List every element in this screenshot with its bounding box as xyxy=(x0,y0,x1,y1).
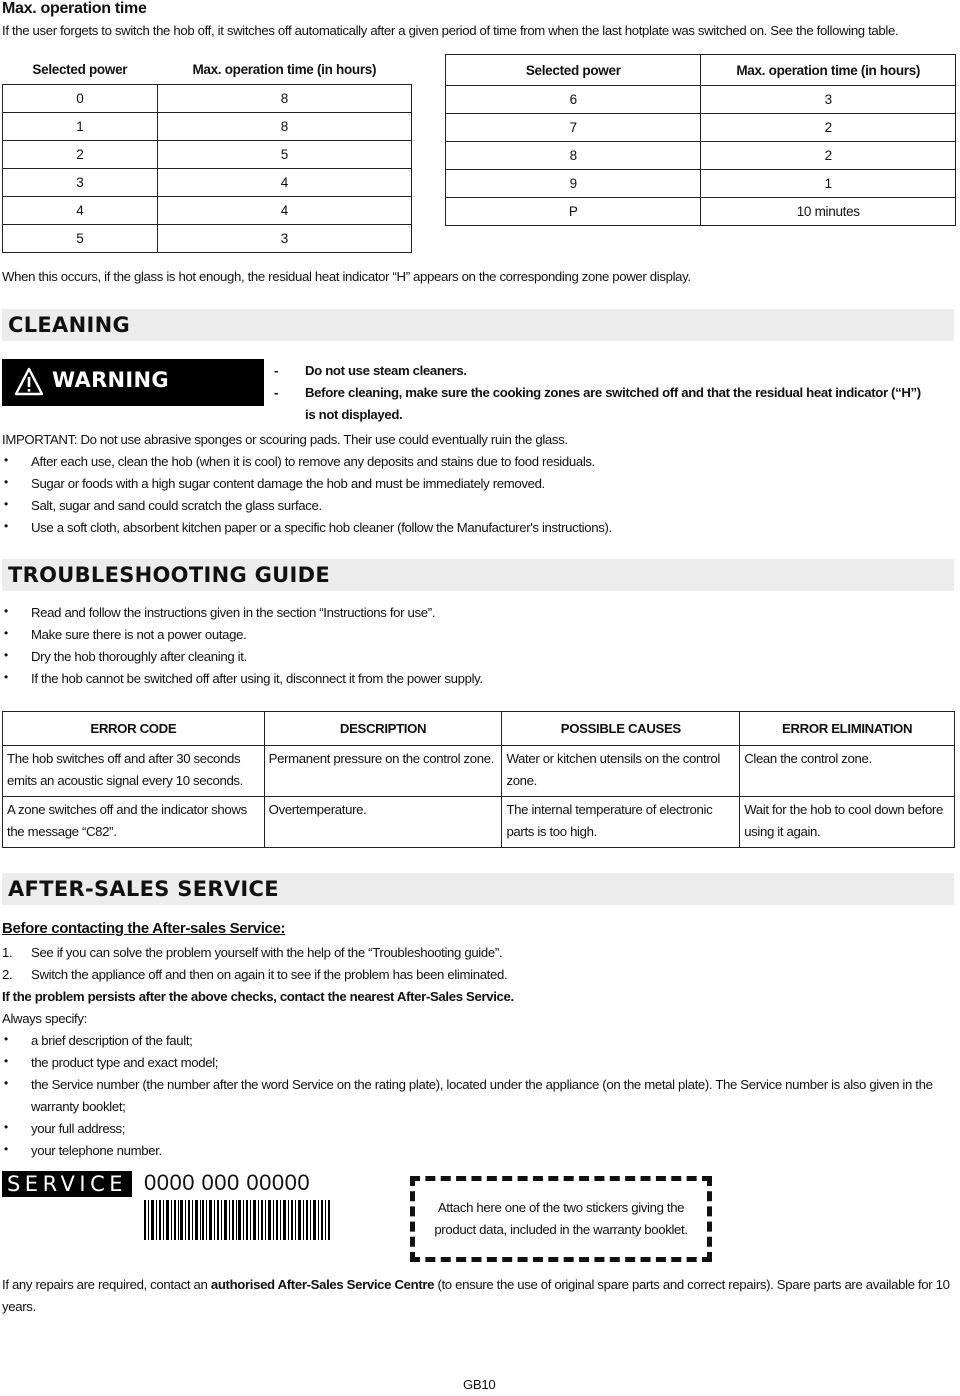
step-number: 1. xyxy=(2,945,13,960)
sticker-text: product data, included in the warranty booklet. xyxy=(434,1222,688,1237)
column-header: POSSIBLE CAUSES xyxy=(502,712,740,746)
step-text: See if you can solve the problem yourself with the help of the “Troubleshooting guide”. xyxy=(31,945,503,960)
service-number: 0000 000 00000 xyxy=(144,1170,311,1195)
table-cell: Overtemperature. xyxy=(264,797,502,848)
warning-label: WARNING xyxy=(52,368,169,392)
subheading: Before contacting the After-sales Service: xyxy=(2,920,286,937)
warning-item: Do not use steam cleaners. xyxy=(305,363,467,378)
bullet-icon: • xyxy=(4,670,9,684)
column-header-power: Selected power xyxy=(446,55,701,86)
section-header-cleaning xyxy=(2,309,954,341)
list-item-continued: warranty booklet; xyxy=(31,1099,126,1114)
section-header-after-sales xyxy=(2,873,954,905)
bullet-icon: • xyxy=(4,519,9,533)
bullet-icon: • xyxy=(4,1054,9,1068)
always-specify: Always specify: xyxy=(2,1011,87,1026)
column-header-time: Max. operation time (in hours) xyxy=(157,54,411,85)
residual-heat-note: When this occurs, if the glass is hot enough, the residual heat indicator “H” appears on the corresponding zone power display. xyxy=(2,269,691,284)
step-text: Switch the appliance off and then on again it to see if the problem has been eliminated. xyxy=(31,967,508,982)
list-item: After each use, clean the hob (when it is cool) to remove any deposits and stains due to food residuals. xyxy=(31,454,595,469)
bullet-icon: • xyxy=(4,497,9,511)
warning-box xyxy=(2,359,264,406)
list-item: Read and follow the instructions given in the section “Instructions for use”. xyxy=(31,605,436,620)
section-title: AFTER-SALES SERVICE xyxy=(8,877,279,901)
list-item: your telephone number. xyxy=(31,1143,162,1158)
table-row xyxy=(3,797,955,848)
column-header-time: Max. operation time (in hours) xyxy=(701,55,956,86)
barcode-icon xyxy=(144,1200,330,1240)
table-cell: Wait for the hob to cool down before using it again. xyxy=(740,797,955,848)
list-item: your full address; xyxy=(31,1121,126,1136)
list-item: Sugar or foods with a high sugar content damage the hob and must be immediately removed. xyxy=(31,476,545,491)
authorised-centre: authorised After-Sales Service Centre xyxy=(210,1277,435,1292)
table-row: 2 5 xyxy=(3,141,412,169)
bullet-icon: • xyxy=(4,1120,9,1134)
intro-text: If the user forgets to switch the hob off, it switches off automatically after a given period of time from when the last hotplate was switched on. See the following table. xyxy=(2,23,899,38)
section-title: TROUBLESHOOTING GUIDE xyxy=(8,563,330,587)
list-item: Salt, sugar and sand could scratch the glass surface. xyxy=(31,498,322,513)
bullet-icon: • xyxy=(4,1032,9,1046)
list-item: a brief description of the fault; xyxy=(31,1033,193,1048)
sticker-text: Attach here one of the two stickers giving the xyxy=(437,1200,685,1215)
bullet-icon: • xyxy=(4,604,9,618)
operation-table-right xyxy=(445,54,956,226)
table-cell: Clean the control zone. xyxy=(740,746,955,797)
repairs-note-continued: years. xyxy=(2,1299,36,1314)
error-table xyxy=(2,711,955,848)
table-cell: Permanent pressure on the control zone. xyxy=(264,746,502,797)
operation-table-left xyxy=(2,54,412,253)
warning-item: Before cleaning, make sure the cooking zones are switched off and that the residual heat indicator (“H”) xyxy=(305,385,921,400)
table-row: 0 8 xyxy=(3,85,412,113)
section-header-troubleshooting xyxy=(2,559,954,591)
list-item: the Service number (the number after the word Service on the rating plate), located under the appliance (on the metal plate). The Service number is also given in the xyxy=(31,1077,933,1092)
list-item: the product type and exact model; xyxy=(31,1055,219,1070)
table-row: P 10 minutes xyxy=(446,198,956,226)
dash-bullet: - xyxy=(274,363,279,378)
sticker-area xyxy=(410,1176,712,1262)
table-row: 7 2 xyxy=(446,114,956,142)
bullet-icon: • xyxy=(4,1076,9,1090)
list-item: If the hob cannot be switched off after using it, disconnect it from the power supply. xyxy=(31,671,483,686)
bullet-icon: • xyxy=(4,626,9,640)
column-header-power: Selected power xyxy=(3,54,158,85)
service-logo: SERVICE xyxy=(2,1171,132,1197)
persists-note: If the problem persists after the above checks, contact the nearest After-Sales Service. xyxy=(2,989,514,1004)
column-header: DESCRIPTION xyxy=(264,712,502,746)
important-note: IMPORTANT: Do not use abrasive sponges or scouring pads. Their use could eventually ruin the glass. xyxy=(2,432,568,447)
table-cell: The internal temperature of electronic parts is too high. xyxy=(502,797,740,848)
table-row: 9 1 xyxy=(446,170,956,198)
table-row: 3 4 xyxy=(3,169,412,197)
column-header: ERROR CODE xyxy=(3,712,265,746)
step-number: 2. xyxy=(2,967,13,982)
table-row: 1 8 xyxy=(3,113,412,141)
table-cell: Water or kitchen utensils on the control zone. xyxy=(502,746,740,797)
dash-bullet: - xyxy=(274,385,279,400)
list-item: Dry the hob thoroughly after cleaning it. xyxy=(31,649,247,664)
table-row: 4 4 xyxy=(3,197,412,225)
table-row: 5 3 xyxy=(3,225,412,253)
warning-item-continued: is not displayed. xyxy=(305,407,403,422)
table-row: 6 3 xyxy=(446,86,956,114)
table-row: 8 2 xyxy=(446,142,956,170)
list-item: Make sure there is not a power outage. xyxy=(31,627,247,642)
section-title-max-operation: Max. operation time xyxy=(2,0,147,17)
table-row xyxy=(3,746,955,797)
warning-triangle-icon xyxy=(14,367,44,397)
bullet-icon: • xyxy=(4,475,9,489)
bullet-icon: • xyxy=(4,648,9,662)
section-title: CLEANING xyxy=(8,313,130,337)
table-cell: The hob switches off and after 30 seconds emits an acoustic signal every 10 seconds. xyxy=(3,746,265,797)
repairs-note: If any repairs are required, contact an authorised After-Sales Service Centre (to ensure the use of original spare parts and correct repairs). Spare parts are available for 10 xyxy=(2,1277,950,1292)
table-cell: A zone switches off and the indicator shows the message “C82”. xyxy=(3,797,265,848)
bullet-icon: • xyxy=(4,453,9,467)
page-number: GB10 xyxy=(463,1377,496,1392)
column-header: ERROR ELIMINATION xyxy=(740,712,955,746)
bullet-icon: • xyxy=(4,1142,9,1156)
list-item: Use a soft cloth, absorbent kitchen paper or a specific hob cleaner (follow the Manufacturer's instructions). xyxy=(31,520,612,535)
